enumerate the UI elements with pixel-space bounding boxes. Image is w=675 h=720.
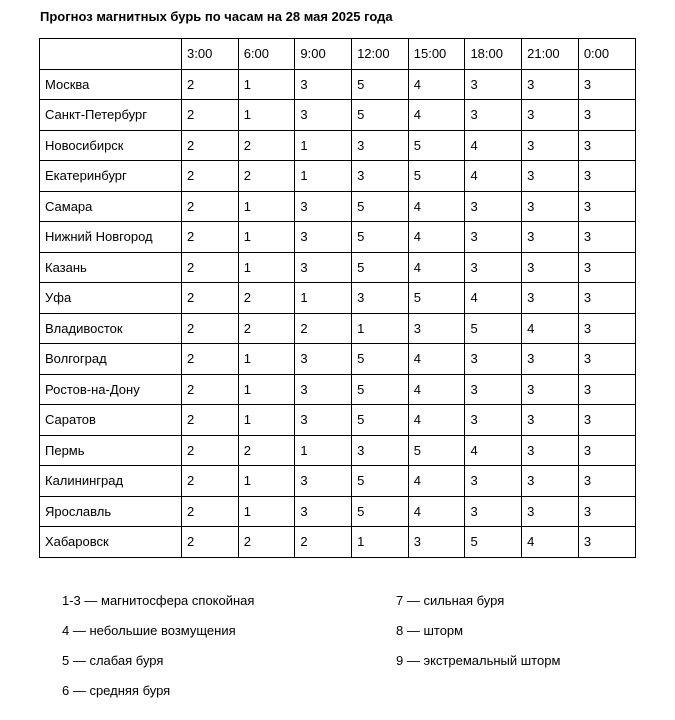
value-cell: 3 xyxy=(295,100,352,131)
value-cell: 3 xyxy=(352,161,409,192)
value-cell: 3 xyxy=(465,69,522,100)
value-cell: 1 xyxy=(352,527,409,558)
value-cell: 2 xyxy=(182,222,239,253)
hour-header: 0:00 xyxy=(578,39,635,70)
city-cell: Хабаровск xyxy=(40,527,182,558)
legend-item: 7 — сильная буря xyxy=(396,593,505,608)
value-cell: 1 xyxy=(295,435,352,466)
table-row xyxy=(40,222,636,253)
value-cell: 4 xyxy=(408,344,465,375)
table-row xyxy=(40,313,636,344)
city-cell: Уфа xyxy=(40,283,182,314)
city-cell: Казань xyxy=(40,252,182,283)
value-cell: 4 xyxy=(408,496,465,527)
value-cell: 5 xyxy=(465,527,522,558)
value-cell: 2 xyxy=(182,283,239,314)
value-cell: 2 xyxy=(182,374,239,405)
legend-item: 9 — экстремальный шторм xyxy=(396,653,561,668)
city-cell: Самара xyxy=(40,191,182,222)
value-cell: 5 xyxy=(408,283,465,314)
city-cell: Новосибирск xyxy=(40,130,182,161)
value-cell: 1 xyxy=(238,344,295,375)
value-cell: 3 xyxy=(522,466,579,497)
hour-header: 6:00 xyxy=(238,39,295,70)
value-cell: 3 xyxy=(465,252,522,283)
value-cell: 3 xyxy=(578,344,635,375)
value-cell: 1 xyxy=(238,496,295,527)
value-cell: 3 xyxy=(522,130,579,161)
table-row xyxy=(40,405,636,436)
value-cell: 4 xyxy=(408,100,465,131)
value-cell: 3 xyxy=(578,191,635,222)
table-row xyxy=(40,130,636,161)
value-cell: 3 xyxy=(578,283,635,314)
value-cell: 2 xyxy=(238,527,295,558)
value-cell: 2 xyxy=(182,435,239,466)
value-cell: 3 xyxy=(578,374,635,405)
value-cell: 2 xyxy=(238,283,295,314)
value-cell: 2 xyxy=(295,527,352,558)
value-cell: 3 xyxy=(295,69,352,100)
value-cell: 3 xyxy=(522,344,579,375)
value-cell: 4 xyxy=(408,374,465,405)
value-cell: 3 xyxy=(465,100,522,131)
city-cell: Ростов-на-Дону xyxy=(40,374,182,405)
value-cell: 3 xyxy=(578,527,635,558)
value-cell: 1 xyxy=(238,466,295,497)
city-cell: Саратов xyxy=(40,405,182,436)
value-cell: 3 xyxy=(578,130,635,161)
value-cell: 3 xyxy=(295,496,352,527)
value-cell: 3 xyxy=(465,496,522,527)
value-cell: 5 xyxy=(408,435,465,466)
value-cell: 1 xyxy=(295,161,352,192)
value-cell: 1 xyxy=(238,191,295,222)
value-cell: 1 xyxy=(295,130,352,161)
table-row xyxy=(40,191,636,222)
value-cell: 2 xyxy=(182,466,239,497)
value-cell: 3 xyxy=(465,466,522,497)
value-cell: 4 xyxy=(408,222,465,253)
value-cell: 2 xyxy=(295,313,352,344)
value-cell: 1 xyxy=(238,252,295,283)
city-cell: Калининград xyxy=(40,466,182,497)
table-row xyxy=(40,283,636,314)
value-cell: 5 xyxy=(352,344,409,375)
table-row xyxy=(40,100,636,131)
value-cell: 3 xyxy=(352,435,409,466)
value-cell: 3 xyxy=(578,222,635,253)
legend-item: 1-3 — магнитосфера спокойная xyxy=(62,593,255,608)
table-row xyxy=(40,374,636,405)
value-cell: 4 xyxy=(465,161,522,192)
value-cell: 3 xyxy=(522,283,579,314)
value-cell: 3 xyxy=(295,344,352,375)
value-cell: 3 xyxy=(522,496,579,527)
page-title: Прогноз магнитных бурь по часам на 28 мая 2025 года xyxy=(40,9,393,24)
value-cell: 2 xyxy=(182,527,239,558)
header-row xyxy=(40,39,636,70)
value-cell: 3 xyxy=(578,466,635,497)
value-cell: 5 xyxy=(352,405,409,436)
hour-header: 3:00 xyxy=(182,39,239,70)
value-cell: 5 xyxy=(352,222,409,253)
value-cell: 2 xyxy=(182,252,239,283)
table-row xyxy=(40,496,636,527)
value-cell: 3 xyxy=(295,374,352,405)
value-cell: 1 xyxy=(238,405,295,436)
value-cell: 5 xyxy=(352,191,409,222)
value-cell: 2 xyxy=(182,344,239,375)
value-cell: 1 xyxy=(295,283,352,314)
value-cell: 5 xyxy=(352,100,409,131)
value-cell: 3 xyxy=(522,405,579,436)
value-cell: 1 xyxy=(238,69,295,100)
value-cell: 5 xyxy=(408,130,465,161)
value-cell: 3 xyxy=(295,405,352,436)
value-cell: 4 xyxy=(465,283,522,314)
city-cell: Екатеринбург xyxy=(40,161,182,192)
value-cell: 2 xyxy=(182,496,239,527)
value-cell: 3 xyxy=(295,252,352,283)
corner-cell xyxy=(40,39,182,70)
value-cell: 5 xyxy=(352,466,409,497)
value-cell: 3 xyxy=(578,313,635,344)
value-cell: 3 xyxy=(578,496,635,527)
value-cell: 5 xyxy=(352,374,409,405)
value-cell: 5 xyxy=(352,69,409,100)
value-cell: 2 xyxy=(182,69,239,100)
city-cell: Санкт-Петербург xyxy=(40,100,182,131)
table-row xyxy=(40,252,636,283)
value-cell: 3 xyxy=(408,313,465,344)
value-cell: 3 xyxy=(578,252,635,283)
value-cell: 1 xyxy=(352,313,409,344)
value-cell: 3 xyxy=(522,374,579,405)
value-cell: 4 xyxy=(465,130,522,161)
value-cell: 2 xyxy=(238,435,295,466)
value-cell: 3 xyxy=(578,100,635,131)
value-cell: 4 xyxy=(408,466,465,497)
value-cell: 4 xyxy=(408,69,465,100)
value-cell: 3 xyxy=(295,222,352,253)
legend-item: 8 — шторм xyxy=(396,623,464,638)
value-cell: 2 xyxy=(182,161,239,192)
value-cell: 3 xyxy=(578,69,635,100)
forecast-table xyxy=(39,38,636,558)
value-cell: 3 xyxy=(465,191,522,222)
value-cell: 2 xyxy=(182,130,239,161)
hour-header: 15:00 xyxy=(408,39,465,70)
value-cell: 3 xyxy=(465,374,522,405)
city-cell: Нижний Новгород xyxy=(40,222,182,253)
table-row xyxy=(40,466,636,497)
table-row xyxy=(40,344,636,375)
hour-header: 18:00 xyxy=(465,39,522,70)
value-cell: 3 xyxy=(352,130,409,161)
value-cell: 4 xyxy=(408,252,465,283)
value-cell: 3 xyxy=(465,222,522,253)
city-cell: Ярославль xyxy=(40,496,182,527)
value-cell: 3 xyxy=(522,191,579,222)
value-cell: 1 xyxy=(238,222,295,253)
value-cell: 2 xyxy=(238,130,295,161)
value-cell: 4 xyxy=(408,191,465,222)
value-cell: 5 xyxy=(408,161,465,192)
value-cell: 2 xyxy=(238,313,295,344)
value-cell: 3 xyxy=(295,466,352,497)
value-cell: 4 xyxy=(522,527,579,558)
value-cell: 3 xyxy=(522,435,579,466)
table-row xyxy=(40,435,636,466)
value-cell: 1 xyxy=(238,374,295,405)
city-cell: Владивосток xyxy=(40,313,182,344)
city-cell: Волгоград xyxy=(40,344,182,375)
value-cell: 4 xyxy=(408,405,465,436)
value-cell: 3 xyxy=(578,405,635,436)
value-cell: 3 xyxy=(578,435,635,466)
hour-header: 21:00 xyxy=(522,39,579,70)
value-cell: 2 xyxy=(182,100,239,131)
value-cell: 2 xyxy=(182,313,239,344)
city-cell: Москва xyxy=(40,69,182,100)
value-cell: 2 xyxy=(182,191,239,222)
legend-item: 6 — средняя буря xyxy=(62,683,171,698)
value-cell: 3 xyxy=(465,344,522,375)
legend-item: 4 — небольшие возмущения xyxy=(62,623,236,638)
table-row xyxy=(40,161,636,192)
value-cell: 3 xyxy=(295,191,352,222)
value-cell: 3 xyxy=(522,161,579,192)
value-cell: 4 xyxy=(465,435,522,466)
value-cell: 3 xyxy=(522,69,579,100)
value-cell: 4 xyxy=(522,313,579,344)
value-cell: 3 xyxy=(352,283,409,314)
value-cell: 5 xyxy=(352,496,409,527)
value-cell: 3 xyxy=(408,527,465,558)
value-cell: 3 xyxy=(522,252,579,283)
table-row xyxy=(40,69,636,100)
value-cell: 5 xyxy=(352,252,409,283)
value-cell: 2 xyxy=(182,405,239,436)
value-cell: 3 xyxy=(522,100,579,131)
table-row xyxy=(40,527,636,558)
value-cell: 3 xyxy=(578,161,635,192)
value-cell: 1 xyxy=(238,100,295,131)
legend-item: 5 — слабая буря xyxy=(62,653,164,668)
hour-header: 12:00 xyxy=(352,39,409,70)
value-cell: 3 xyxy=(465,405,522,436)
value-cell: 2 xyxy=(238,161,295,192)
value-cell: 5 xyxy=(465,313,522,344)
city-cell: Пермь xyxy=(40,435,182,466)
value-cell: 3 xyxy=(522,222,579,253)
hour-header: 9:00 xyxy=(295,39,352,70)
